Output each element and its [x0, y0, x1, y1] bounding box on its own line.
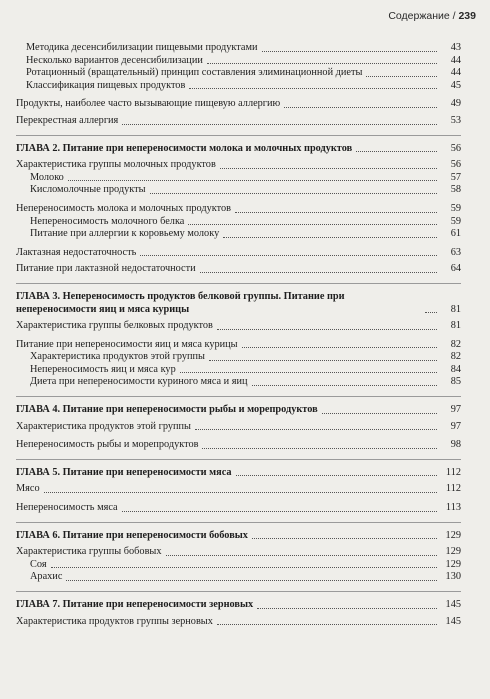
toc-entry	[16, 80, 461, 93]
toc-page-number: 44	[450, 54, 461, 66]
dot-leader	[66, 580, 437, 581]
toc-page-number: 84	[450, 363, 461, 375]
toc-entry	[16, 98, 461, 111]
toc-entry-title: Характеристика группы белковых продуктов	[16, 320, 213, 332]
toc-entry-title: Перекрестная аллергия	[16, 114, 119, 126]
toc-page-number: 82	[450, 351, 461, 363]
toc-chapter-heading	[16, 143, 461, 156]
toc-entry	[16, 247, 461, 260]
toc-entry-title: Характеристика группы молочных продуктов	[16, 159, 216, 171]
toc-entry	[16, 502, 461, 515]
header-section-title: Содержание	[388, 10, 450, 22]
dot-leader	[166, 555, 438, 556]
toc-entry	[16, 263, 461, 276]
toc-entry	[16, 67, 461, 80]
dot-leader	[217, 329, 437, 330]
toc-entry-title: ГЛАВА 6. Питание при непереносимости бобовых	[16, 529, 248, 541]
toc-entry	[16, 364, 461, 377]
toc-entry-title: Диета при непереносимости куриного мяса и яиц	[30, 376, 248, 388]
header-slash: /	[452, 10, 456, 22]
dot-leader	[195, 429, 437, 430]
toc-entry-title: Продукты, наиболее часто вызывающие пищевую аллергию	[16, 98, 281, 110]
dot-leader	[122, 124, 437, 125]
toc-entry-title: Непереносимость мяса	[16, 502, 118, 514]
dot-leader	[262, 51, 438, 52]
toc-entry-title: Соя	[30, 558, 47, 570]
toc-page-number: 56	[450, 159, 461, 171]
header-page-number: 239	[458, 10, 476, 22]
dot-leader	[188, 224, 437, 225]
toc-entry	[16, 571, 461, 584]
toc-page-number: 81	[450, 320, 461, 332]
toc-entry	[16, 216, 461, 229]
toc-entry	[16, 172, 461, 185]
toc-entry-title: ГЛАВА 5. Питание при непереносимости мяса	[16, 466, 232, 478]
dot-leader	[150, 193, 437, 194]
dot-leader	[366, 76, 437, 77]
toc-entry	[16, 483, 461, 496]
toc-page-number: 129	[445, 558, 461, 570]
toc-entry	[16, 203, 461, 216]
toc-page-number: 81	[450, 303, 461, 315]
toc-entry-title: ГЛАВА 3. Непереносимость продуктов белковой группы. Питание при непереносимости яиц и мяса курицы	[16, 290, 345, 315]
toc-entry-title: Мясо	[16, 483, 40, 495]
dot-leader	[51, 567, 437, 568]
dot-leader	[189, 88, 437, 89]
toc-entry-title: Классификация пищевых продуктов	[26, 79, 186, 91]
toc-page-number: 59	[450, 202, 461, 214]
toc-entry	[16, 616, 461, 629]
toc-entry-title: Методика десенсибилизации пищевыми продуктами	[26, 42, 258, 53]
toc-entry	[16, 42, 461, 55]
toc-page-number: 49	[450, 98, 461, 110]
toc-page-number: 82	[450, 338, 461, 350]
toc-chapter-heading	[16, 530, 461, 543]
chapter-divider	[16, 396, 461, 397]
toc-page-number: 130	[445, 571, 461, 583]
dot-leader	[356, 151, 437, 152]
toc-entry-title: Непереносимость рыбы и морепродуктов	[16, 439, 199, 451]
dot-leader	[223, 237, 437, 238]
toc-entry-title: Характеристика продуктов этой группы	[16, 420, 191, 432]
toc-entry	[16, 546, 461, 559]
toc-page-number: 145	[445, 599, 461, 610]
dot-leader	[284, 107, 437, 108]
toc-page-number: 129	[445, 529, 461, 541]
toc-entry	[16, 339, 461, 352]
dot-leader	[200, 272, 437, 273]
toc-page-number: 113	[445, 502, 461, 514]
toc-page-number: 63	[450, 246, 461, 258]
toc-entry	[16, 421, 461, 434]
toc-entry-title: Характеристика группы бобовых	[16, 546, 162, 558]
toc-entry-title: Непереносимость молока и молочных продуктов	[16, 202, 231, 214]
chapter-divider	[16, 283, 461, 284]
dot-leader	[202, 448, 437, 449]
toc-page-number: 44	[450, 67, 461, 79]
toc-entry-title: Молоко	[30, 171, 64, 183]
toc-entry	[16, 55, 461, 68]
toc-entry	[16, 351, 461, 364]
dot-leader	[217, 624, 437, 625]
toc-entry-title: Непереносимость яиц и мяса кур	[30, 363, 176, 375]
toc-chapter-heading	[16, 291, 461, 316]
chapter-divider	[16, 459, 461, 460]
toc-entry-title: Арахис	[30, 571, 63, 583]
toc-page-number: 59	[450, 215, 461, 227]
table-of-contents	[16, 42, 461, 628]
toc-page-number: 64	[450, 263, 461, 275]
toc-entry-title: Несколько вариантов десенсибилизации	[26, 54, 203, 66]
toc-chapter-heading	[16, 467, 461, 480]
toc-entry-title: ГЛАВА 7. Питание при непереносимости зерновых	[16, 599, 254, 610]
toc-page-number: 98	[450, 439, 461, 451]
dot-leader	[425, 312, 437, 313]
toc-entry	[16, 376, 461, 389]
toc-entry-title: Характеристика продуктов этой группы	[30, 351, 205, 363]
toc-chapter-heading	[16, 599, 461, 612]
dot-leader	[68, 180, 437, 181]
dot-leader	[242, 347, 437, 348]
toc-page-number: 61	[450, 228, 461, 240]
toc-entry	[16, 184, 461, 197]
dot-leader	[44, 492, 437, 493]
toc-entry-title: ГЛАВА 2. Питание при непереносимости молока и молочных продуктов	[16, 142, 353, 154]
toc-entry-title: Характеристика продуктов группы зерновых	[16, 615, 213, 627]
toc-entry-title: Ротационный (вращательный) принцип составления элиминационной диеты	[26, 67, 363, 79]
dot-leader	[207, 63, 437, 64]
toc-page-number: 58	[450, 184, 461, 196]
toc-entry-title: Непереносимость молочного белка	[30, 215, 185, 227]
toc-entry-title: Кисломолочные продукты	[30, 184, 146, 196]
dot-leader	[209, 360, 437, 361]
toc-page-number: 57	[450, 171, 461, 183]
toc-entry-title: Питание при непереносимости яиц и мяса курицы	[16, 338, 238, 350]
dot-leader	[235, 212, 437, 213]
toc-entry-title: Питание при аллергии к коровьему молоку	[30, 228, 220, 240]
dot-leader	[257, 608, 437, 609]
dot-leader	[122, 511, 437, 512]
toc-entry	[16, 228, 461, 241]
toc-entry	[16, 439, 461, 452]
dot-leader	[252, 385, 437, 386]
dot-leader	[236, 475, 437, 476]
toc-page-number: 97	[450, 420, 461, 432]
toc-entry	[16, 320, 461, 333]
toc-page-number: 112	[445, 466, 461, 478]
toc-page-number: 112	[445, 483, 461, 495]
dot-leader	[180, 372, 437, 373]
dot-leader	[322, 413, 437, 414]
running-header	[388, 10, 476, 22]
toc-page-number: 56	[450, 142, 461, 154]
toc-entry	[16, 559, 461, 572]
dot-leader	[140, 255, 437, 256]
dot-leader	[220, 168, 437, 169]
toc-page-number: 43	[450, 42, 461, 53]
dot-leader	[252, 538, 437, 539]
toc-page-number: 53	[450, 114, 461, 126]
toc-entry-title: Лактазная недостаточность	[16, 246, 137, 258]
toc-page-number: 45	[450, 79, 461, 91]
chapter-divider	[16, 135, 461, 136]
toc-page-number: 85	[450, 376, 461, 388]
toc-entry	[16, 159, 461, 172]
toc-page-number: 129	[445, 546, 461, 558]
toc-page-number: 145	[445, 615, 461, 627]
toc-page-number: 97	[450, 404, 461, 416]
toc-chapter-heading	[16, 404, 461, 417]
chapter-divider	[16, 522, 461, 523]
toc-entry	[16, 115, 461, 128]
toc-entry-title: Питание при лактазной недостаточности	[16, 263, 196, 275]
chapter-divider	[16, 591, 461, 592]
toc-entry-title: ГЛАВА 4. Питание при непереносимости рыбы и морепродуктов	[16, 404, 318, 416]
